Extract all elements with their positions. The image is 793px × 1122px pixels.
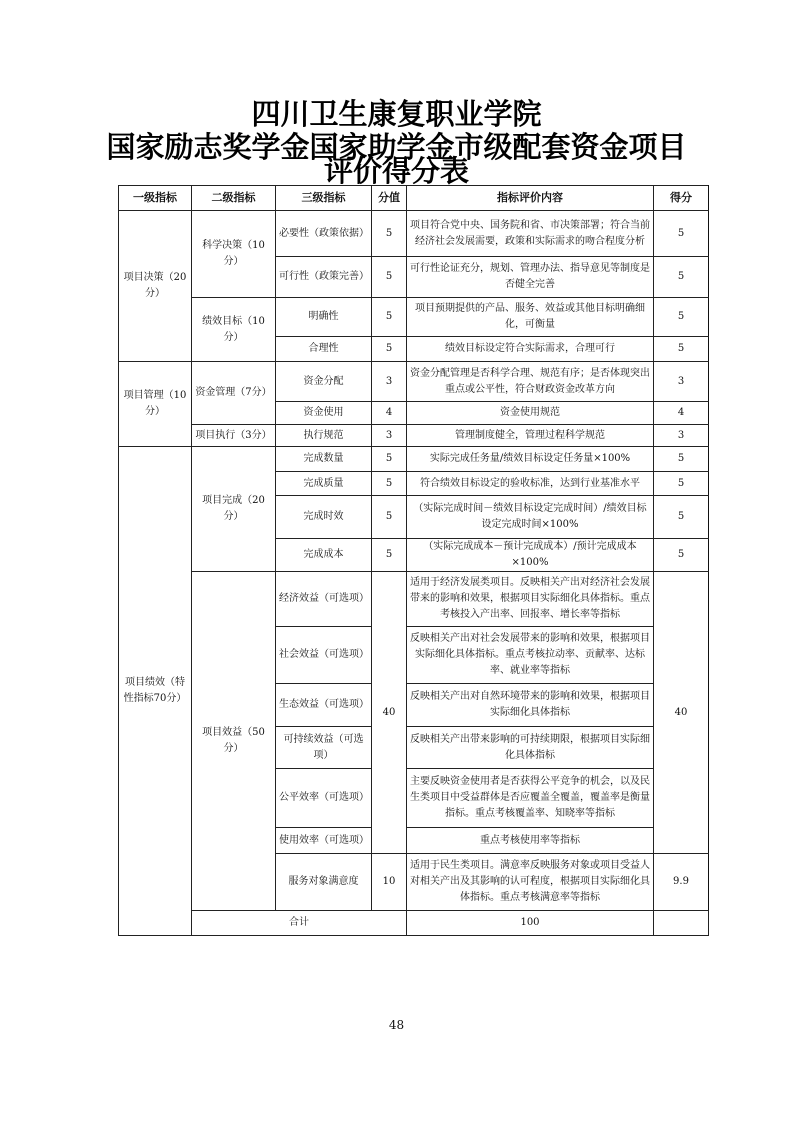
content-cell: 反映相关产出带来影响的可持续期限，根据项目实际细化具体指标 xyxy=(407,727,654,769)
got-score-cell: 5 xyxy=(654,472,709,496)
benefit-got-score-cell: 40 xyxy=(654,572,709,854)
content-cell: 适用于经济发展类项目。反映相关产出对经济社会发展带来的影响和效果，根据项目实际细化具体指标。重点考核投入产出率、回报率、增长率等指标 xyxy=(407,572,654,627)
level3-cell: 完成数量 xyxy=(276,447,372,472)
content-cell: 资金分配管理是否科学合理、规范有序；是否体现突出重点或公平性，符合财政资金改革方向 xyxy=(407,362,654,402)
content-cell: 项目符合党中央、国务院和省、市决策部署；符合当前经济社会发展需要，政策和实际需求的吻合程度分析 xyxy=(407,211,654,257)
content-cell: 项目预期提供的产品、服务、效益或其他目标明确细化，可衡量 xyxy=(407,298,654,337)
level3-cell: 明确性 xyxy=(276,298,372,337)
level2-benefit: 项目效益（50分） xyxy=(192,572,276,911)
level3-cell: 资金分配 xyxy=(276,362,372,402)
header-score: 分值 xyxy=(372,186,407,211)
content-cell: 符合绩效目标设定的验收标准，达到行业基准水平 xyxy=(407,472,654,496)
got-score-cell: 5 xyxy=(654,257,709,298)
content-cell: 可行性论证充分，规划、管理办法、指导意见等制度是否健全完善 xyxy=(407,257,654,298)
content-cell: 实际完成任务量/绩效目标设定任务量×100% xyxy=(407,447,654,472)
content-cell: 资金使用规范 xyxy=(407,402,654,425)
level1-performance: 项目绩效（特性指标70分） xyxy=(119,447,192,936)
got-score-cell: 5 xyxy=(654,539,709,572)
total-label: 合计 xyxy=(192,911,407,936)
level3-cell: 公平效率（可选项） xyxy=(276,769,372,828)
level2-scientific: 科学决策（10分） xyxy=(192,211,276,298)
header-level2: 二级指标 xyxy=(192,186,276,211)
got-score-cell: 4 xyxy=(654,402,709,425)
score-cell: 5 xyxy=(372,447,407,472)
table-row xyxy=(119,362,709,402)
level2-fund-mgmt: 资金管理（7分） xyxy=(192,362,276,425)
table-row xyxy=(119,298,709,337)
level3-cell: 使用效率（可选项） xyxy=(276,828,372,854)
level3-cell: 合理性 xyxy=(276,337,372,362)
got-score-cell: 5 xyxy=(654,298,709,337)
got-score-cell: 3 xyxy=(654,425,709,447)
table-row xyxy=(119,447,709,472)
score-cell: 5 xyxy=(372,257,407,298)
header-content: 指标评价内容 xyxy=(407,186,654,211)
page-title-table: 评价得分表 xyxy=(323,154,469,188)
header-level1: 一级指标 xyxy=(119,186,192,211)
level3-cell: 完成质量 xyxy=(276,472,372,496)
got-score-cell: 9.9 xyxy=(654,854,709,911)
score-cell: 5 xyxy=(372,472,407,496)
content-cell: 适用于民生类项目。满意率反映服务对象或项目受益人对相关产出及其影响的认可程度，根据项目实际细化具体指标。重点考核满意率等指标 xyxy=(407,854,654,911)
table-row xyxy=(119,211,709,257)
level3-cell: 社会效益（可选项） xyxy=(276,627,372,684)
level3-cell: 执行规范 xyxy=(276,425,372,447)
level3-cell: 资金使用 xyxy=(276,402,372,425)
score-cell: 5 xyxy=(372,211,407,257)
got-score-cell: 3 xyxy=(654,362,709,402)
score-cell: 5 xyxy=(372,298,407,337)
score-cell: 3 xyxy=(372,425,407,447)
content-cell: 反映相关产出对自然环境带来的影响和效果，根据项目实际细化具体指标 xyxy=(407,684,654,727)
level3-cell: 经济效益（可选项） xyxy=(276,572,372,627)
got-score-cell: 5 xyxy=(654,496,709,539)
level3-cell: 必要性（政策依据） xyxy=(276,211,372,257)
score-cell: 4 xyxy=(372,402,407,425)
got-score-cell: 5 xyxy=(654,211,709,257)
level2-completion: 项目完成（20分） xyxy=(192,447,276,572)
content-cell: 主要反映资金使用者是否获得公平竞争的机会，以及民生类项目中受益群体是否应覆盖全覆盖，覆盖率是衡量指标。重点考核覆盖率、知晓率等指标 xyxy=(407,769,654,828)
page-title-project: 国家励志奖学金国家助学金市级配套资金项目 xyxy=(106,130,687,164)
got-score-cell: 5 xyxy=(654,447,709,472)
got-score-cell: 5 xyxy=(654,337,709,362)
content-cell: （实际完成成本－预计完成成本）/预计完成成本×100% xyxy=(407,539,654,572)
header-level3: 三级指标 xyxy=(276,186,372,211)
table-row xyxy=(119,425,709,447)
score-cell: 10 xyxy=(372,854,407,911)
header-got-score: 得分 xyxy=(654,186,709,211)
benefit-score-cell: 40 xyxy=(372,572,407,854)
table-row xyxy=(119,572,709,627)
level3-cell: 生态效益（可选项） xyxy=(276,684,372,727)
level3-cell: 可持续效益（可选项） xyxy=(276,727,372,769)
level3-cell: 完成时效 xyxy=(276,496,372,539)
level1-management: 项目管理（10分） xyxy=(119,362,192,447)
content-cell: 重点考核使用率等指标 xyxy=(407,828,654,854)
total-row xyxy=(119,911,709,936)
content-cell: （实际完成时间－绩效目标设定完成时间）/绩效目标设定完成时间×100% xyxy=(407,496,654,539)
level1-decision: 项目决策（20分） xyxy=(119,211,192,362)
content-cell: 反映相关产出对社会发展带来的影响和效果，根据项目实际细化具体指标。重点考核拉动率、贡献率、达标率、就业率等指标 xyxy=(407,627,654,684)
total-score: 100 xyxy=(407,911,654,936)
content-cell: 管理制度健全，管理过程科学规范 xyxy=(407,425,654,447)
table-header-row xyxy=(119,186,709,211)
level3-cell: 服务对象满意度 xyxy=(276,854,372,911)
score-cell: 5 xyxy=(372,539,407,572)
score-cell: 3 xyxy=(372,362,407,402)
content-cell: 绩效目标设定符合实际需求，合理可行 xyxy=(407,337,654,362)
total-content-empty xyxy=(654,911,709,936)
page-number: 48 xyxy=(388,1018,405,1032)
level3-cell: 完成成本 xyxy=(276,539,372,572)
level2-goals: 绩效目标（10分） xyxy=(192,298,276,362)
evaluation-score-table xyxy=(118,185,709,936)
page-title-school: 四川卫生康复职业学院 xyxy=(251,97,542,131)
level2-execution: 项目执行（3分） xyxy=(192,425,276,447)
level3-cell: 可行性（政策完善） xyxy=(276,257,372,298)
score-cell: 5 xyxy=(372,496,407,539)
score-cell: 5 xyxy=(372,337,407,362)
